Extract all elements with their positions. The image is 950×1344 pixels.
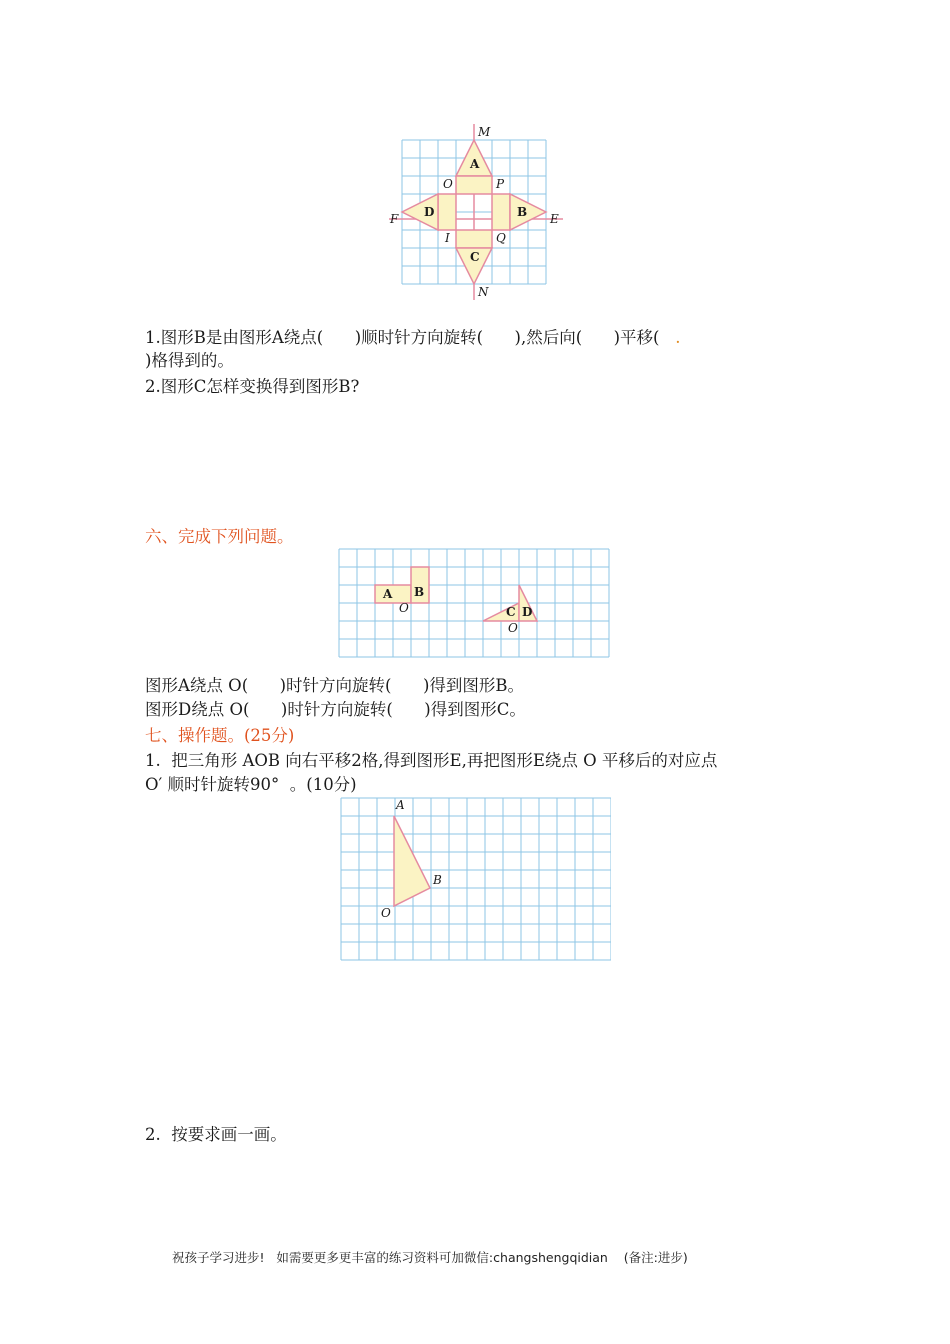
section-6-heading: 六、完成下列问题。 (145, 527, 294, 546)
label-c: C (470, 250, 480, 264)
label-d: D (424, 205, 435, 219)
figure-transformations-cross (385, 122, 570, 304)
shape-c-base (456, 230, 492, 248)
shape-d-base (438, 194, 456, 230)
figure-section-6 (337, 546, 613, 658)
label-d: D (522, 605, 533, 619)
section-7-heading: 七、操作题。(25分) (145, 726, 295, 745)
label-o: O (381, 906, 391, 920)
section-6-line-2: 图形D绕点 O( )时针方向旋转( )得到图形C。 (145, 700, 526, 719)
label-c: C (506, 605, 516, 619)
label-p: P (496, 177, 505, 191)
label-f: F (390, 212, 399, 226)
footer-text: 祝孩子学习进步! 如需要更多更丰富的练习资料可加微信:changshengqidian (备注:进步) (172, 1250, 688, 1265)
section-7-question-1-line-1: 1. 把三角形 AOB 向右平移2格,得到图形E,再把图形E绕点 O 平移后的对应点 (145, 751, 718, 770)
shape-a-base (456, 176, 492, 194)
label-o-2: O (508, 621, 518, 635)
shape-b-base (492, 194, 510, 230)
label-b: B (433, 873, 442, 887)
label-o: O (443, 177, 453, 191)
question-2-line-1: 2.图形C怎样变换得到图形B? (145, 377, 360, 396)
figure-section-7 (339, 795, 611, 961)
question-1-line-2: )格得到的。 (145, 351, 234, 370)
grid (341, 798, 611, 960)
section-7-question-2: 2. 按要求画一画。 (145, 1125, 287, 1144)
label-m: M (478, 125, 491, 139)
label-q: Q (496, 231, 506, 245)
label-b: B (414, 585, 425, 599)
label-e: E (550, 212, 559, 226)
question-1-line-1: 1.图形B是由图形A绕点( )顺时针方向旋转( ),然后向( )平移( . (145, 328, 681, 347)
label-a: A (396, 798, 405, 812)
triangle-aob (394, 816, 430, 906)
section-7-question-1-line-2: O′ 顺时针旋转90° 。(10分) (145, 775, 357, 794)
label-o-1: O (399, 601, 409, 615)
section-6-line-1: 图形A绕点 O( )时针方向旋转( )得到图形B。 (145, 676, 525, 695)
label-a: A (470, 157, 480, 171)
label-b: B (517, 205, 528, 219)
label-a: A (383, 587, 393, 601)
label-i: I (445, 231, 450, 245)
label-n: N (478, 285, 489, 299)
